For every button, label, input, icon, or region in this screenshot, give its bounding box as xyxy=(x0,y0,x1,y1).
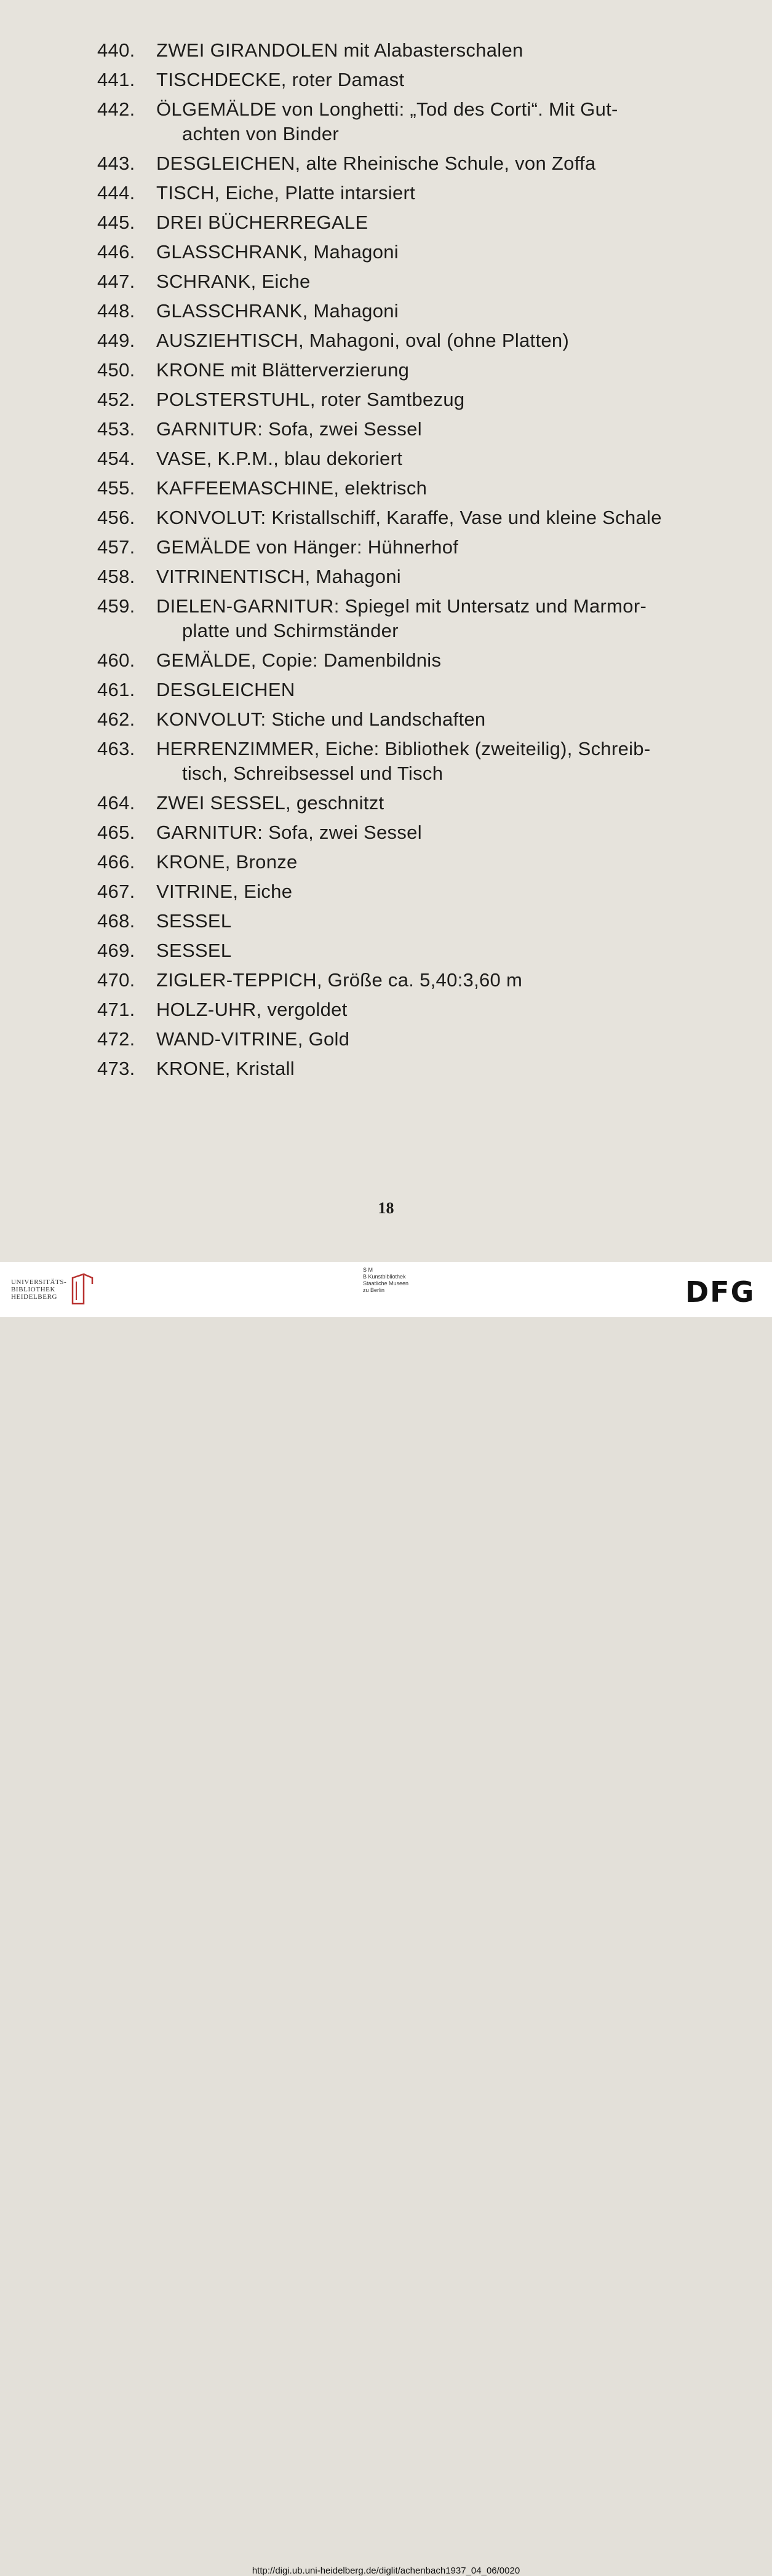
entry-description-line: VITRINENTISCH, Mahagoni xyxy=(156,566,401,587)
catalog-entry xyxy=(97,909,712,933)
entry-description xyxy=(156,505,712,530)
entry-description-line: HERRENZIMMER, Eiche: Bibliothek (zweiteilig), Schreib- xyxy=(156,738,651,759)
entry-description-line: KRONE, Kristall xyxy=(156,1058,295,1079)
sm-line: Staatliche Museen xyxy=(363,1280,409,1286)
entry-description-line: DESGLEICHEN xyxy=(156,679,295,700)
entry-description-line: SESSEL xyxy=(156,910,232,932)
entry-number: 472. xyxy=(97,1028,135,1050)
entry-description xyxy=(156,565,712,589)
entry-description-line: GEMÄLDE, Copie: Damenbildnis xyxy=(156,649,442,671)
entry-number: 448. xyxy=(97,300,135,322)
entry-description-line: GARNITUR: Sofa, zwei Sessel xyxy=(156,418,422,440)
catalog-entry xyxy=(97,678,712,702)
entry-number: 442. xyxy=(97,98,135,120)
library-logo-icon xyxy=(70,1273,95,1306)
catalog-entry xyxy=(97,299,712,323)
page-number: 18 xyxy=(378,1199,394,1217)
entry-number: 463. xyxy=(97,738,135,759)
library-name-line: UNIVERSITÄTS- xyxy=(11,1278,67,1286)
entry-number: 461. xyxy=(97,679,135,700)
entry-description-line: GARNITUR: Sofa, zwei Sessel xyxy=(156,822,422,843)
catalog-entry xyxy=(97,594,712,643)
dfg-logo[interactable]: DFG xyxy=(685,1275,755,1309)
entry-description-line: GLASSCHRANK, Mahagoni xyxy=(156,241,399,263)
entry-number: 466. xyxy=(97,851,135,873)
entry-description xyxy=(156,181,712,205)
library-logo-block[interactable] xyxy=(11,1273,95,1306)
entry-number: 464. xyxy=(97,792,135,814)
catalog-entry xyxy=(97,358,712,382)
entry-description xyxy=(156,737,712,786)
catalog-entry xyxy=(97,565,712,589)
catalog-page xyxy=(0,0,772,1262)
catalog-entry xyxy=(97,181,712,205)
catalog-entry xyxy=(97,997,712,1022)
catalog-entry xyxy=(97,151,712,176)
catalog-entry xyxy=(97,97,712,146)
sm-line: B Kunstbibliothek xyxy=(363,1274,406,1280)
library-name-line: BIBLIOTHEK xyxy=(11,1286,55,1293)
entry-number: 446. xyxy=(97,241,135,263)
entry-description-line: achten von Binder xyxy=(182,123,339,145)
entry-description-line: ZWEI GIRANDOLEN mit Alabasterschalen xyxy=(156,39,523,61)
entry-description-line: SCHRANK, Eiche xyxy=(156,271,311,292)
catalog-entry xyxy=(97,1027,712,1052)
entry-number: 458. xyxy=(97,566,135,587)
entry-description-line: KRONE mit Blätterverzierung xyxy=(156,359,410,381)
entry-number: 462. xyxy=(97,708,135,730)
entry-description xyxy=(156,968,712,993)
entry-description xyxy=(156,938,712,963)
entry-number: 460. xyxy=(97,649,135,671)
entry-number: 453. xyxy=(97,418,135,440)
entry-description-line: POLSTERSTUHL, roter Samtbezug xyxy=(156,389,465,410)
entry-description-line: platte und Schirmständer xyxy=(182,620,399,641)
entry-description-line: KONVOLUT: Kristallschiff, Karaffe, Vase und kleine Schale xyxy=(156,507,662,528)
entry-description xyxy=(156,791,712,815)
entry-description xyxy=(156,269,712,294)
entry-number: 444. xyxy=(97,182,135,204)
kunstbibliothek-logo-block xyxy=(363,1267,408,1294)
entry-description xyxy=(156,707,712,732)
catalog-entry xyxy=(97,850,712,874)
entry-number: 454. xyxy=(97,448,135,469)
entry-description xyxy=(156,678,712,702)
catalog-entry xyxy=(97,820,712,845)
catalog-entry xyxy=(97,791,712,815)
library-name xyxy=(11,1278,66,1301)
entry-number: 443. xyxy=(97,153,135,174)
entry-description xyxy=(156,97,712,146)
entry-number: 469. xyxy=(97,940,135,961)
catalog-entry xyxy=(97,328,712,353)
catalog-entry xyxy=(97,269,712,294)
entry-description-line: HOLZ-UHR, vergoldet xyxy=(156,999,348,1020)
entry-number: 447. xyxy=(97,271,135,292)
entry-description xyxy=(156,299,712,323)
entry-description-line: KRONE, Bronze xyxy=(156,851,298,873)
entry-list xyxy=(97,38,712,1086)
entry-description-line: WAND-VITRINE, Gold xyxy=(156,1028,350,1050)
entry-description-line: tisch, Schreibsessel und Tisch xyxy=(182,763,444,784)
entry-description-line: ÖLGEMÄLDE von Longhetti: „Tod des Corti“. Mit Gut- xyxy=(156,98,618,120)
entry-description-line: VASE, K.P.M., blau dekoriert xyxy=(156,448,403,469)
catalog-entry xyxy=(97,476,712,501)
entry-description-line: AUSZIEHTISCH, Mahagoni, oval (ohne Platten) xyxy=(156,330,570,351)
catalog-entry xyxy=(97,707,712,732)
catalog-entry xyxy=(97,240,712,264)
entry-description xyxy=(156,68,712,92)
entry-number: 449. xyxy=(97,330,135,351)
entry-number: 473. xyxy=(97,1058,135,1079)
catalog-entry xyxy=(97,535,712,560)
entry-description xyxy=(156,594,712,643)
entry-number: 440. xyxy=(97,39,135,61)
entry-number: 456. xyxy=(97,507,135,528)
catalog-entry xyxy=(97,68,712,92)
entry-description xyxy=(156,358,712,382)
entry-description-line: DREI BÜCHERREGALE xyxy=(156,212,368,233)
entry-description xyxy=(156,850,712,874)
entry-number: 445. xyxy=(97,212,135,233)
entry-number: 471. xyxy=(97,999,135,1020)
entry-description xyxy=(156,1027,712,1052)
entry-number: 457. xyxy=(97,536,135,558)
catalog-entry xyxy=(97,387,712,412)
catalog-entry xyxy=(97,38,712,63)
entry-description xyxy=(156,909,712,933)
sm-line: S M xyxy=(363,1267,373,1273)
catalog-entry xyxy=(97,210,712,235)
entry-number: 470. xyxy=(97,969,135,991)
entry-description-line: GEMÄLDE von Hänger: Hühnerhof xyxy=(156,536,459,558)
entry-description xyxy=(156,535,712,560)
entry-number: 467. xyxy=(97,881,135,902)
entry-description xyxy=(156,151,712,176)
entry-description-line: DESGLEICHEN, alte Rheinische Schule, von Zoffa xyxy=(156,153,596,174)
entry-description-line: KONVOLUT: Stiche und Landschaften xyxy=(156,708,486,730)
entry-description-line: DIELEN-GARNITUR: Spiegel mit Untersatz und Marmor- xyxy=(156,595,647,617)
entry-description xyxy=(156,210,712,235)
sm-line: zu Berlin xyxy=(363,1287,385,1293)
entry-number: 441. xyxy=(97,69,135,90)
catalog-entry xyxy=(97,648,712,673)
entry-description xyxy=(156,879,712,904)
entry-description-line: TISCH, Eiche, Platte intarsiert xyxy=(156,182,416,204)
catalog-entry xyxy=(97,446,712,471)
catalog-entry xyxy=(97,879,712,904)
entry-description-line: TISCHDECKE, roter Damast xyxy=(156,69,405,90)
entry-description xyxy=(156,417,712,442)
entry-number: 455. xyxy=(97,477,135,499)
catalog-entry xyxy=(97,737,712,786)
catalog-entry xyxy=(97,505,712,530)
entry-description xyxy=(156,446,712,471)
source-url-link[interactable]: http://digi.ub.uni-heidelberg.de/diglit/achenbach1937_04_06/0020 xyxy=(252,2566,520,2576)
entry-description xyxy=(156,997,712,1022)
entry-number: 465. xyxy=(97,822,135,843)
entry-description xyxy=(156,820,712,845)
footer-bar xyxy=(0,1262,772,2576)
entry-description-line: KAFFEEMASCHINE, elektrisch xyxy=(156,477,428,499)
entry-description xyxy=(156,648,712,673)
entry-description xyxy=(156,1056,712,1081)
entry-description-line: VITRINE, Eiche xyxy=(156,881,293,902)
entry-number: 468. xyxy=(97,910,135,932)
entry-number: 459. xyxy=(97,595,135,617)
catalog-entry xyxy=(97,1056,712,1081)
catalog-entry xyxy=(97,938,712,963)
entry-number: 450. xyxy=(97,359,135,381)
library-name-line: HEIDELBERG xyxy=(11,1293,58,1301)
catalog-entry xyxy=(97,417,712,442)
entry-description-line: ZIGLER-TEPPICH, Größe ca. 5,40:3,60 m xyxy=(156,969,523,991)
catalog-entry xyxy=(97,968,712,993)
entry-description xyxy=(156,38,712,63)
entry-description xyxy=(156,476,712,501)
entry-number: 452. xyxy=(97,389,135,410)
entry-description-line: SESSEL xyxy=(156,940,232,961)
entry-description xyxy=(156,240,712,264)
entry-description xyxy=(156,328,712,353)
entry-description-line: ZWEI SESSEL, geschnitzt xyxy=(156,792,384,814)
entry-description xyxy=(156,387,712,412)
entry-description-line: GLASSCHRANK, Mahagoni xyxy=(156,300,399,322)
